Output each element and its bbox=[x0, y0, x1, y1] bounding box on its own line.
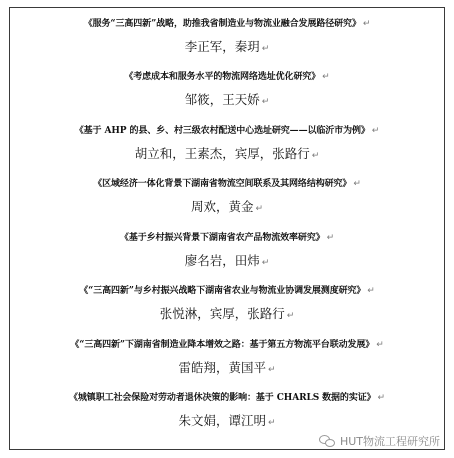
paper-authors: 胡立和，王素杰，宾厚，张路行 ↵ bbox=[134, 146, 320, 161]
paragraph-mark-icon: ↵ bbox=[322, 72, 330, 82]
paper-entry bbox=[10, 390, 444, 429]
paper-entry bbox=[10, 123, 444, 162]
paragraph-mark-icon: ↵ bbox=[326, 233, 335, 243]
paragraph-mark-icon: ↵ bbox=[267, 418, 276, 428]
watermark bbox=[319, 433, 440, 449]
paper-entry bbox=[10, 176, 444, 215]
paper-authors: 周欢，黄金 ↵ bbox=[190, 199, 264, 214]
paragraph-mark-icon: ↵ bbox=[261, 44, 270, 54]
paper-title: 《“三高四新”下湖南省制造业降本增效之路：基于第五方物流平台联动发展》 ↵ bbox=[70, 340, 384, 350]
paper-authors: 张悦淋，宾厚，张路行 ↵ bbox=[159, 306, 295, 321]
paragraph-mark-icon: ↵ bbox=[311, 151, 320, 161]
paper-title: 《考虑成本和服务水平的物流网络选址优化研究》 ↵ bbox=[124, 72, 330, 82]
paper-entry bbox=[10, 283, 444, 322]
paper-title: 《基于乡村振兴背景下湖南省农产品物流效率研究》 ↵ bbox=[119, 233, 335, 243]
paragraph-mark-icon: ↵ bbox=[367, 286, 375, 296]
paragraph-mark-icon: ↵ bbox=[267, 365, 276, 375]
paragraph-mark-icon: ↵ bbox=[261, 97, 270, 107]
paragraph-mark-icon: ↵ bbox=[286, 311, 295, 321]
wechat-icon bbox=[319, 435, 336, 448]
paragraph-mark-icon: ↵ bbox=[255, 204, 264, 214]
paper-title: 《区域经济一体化背景下湖南省物流空间联系及其网络结构研究》 ↵ bbox=[93, 179, 361, 189]
paper-authors: 朱文娟，谭江明 ↵ bbox=[178, 413, 276, 428]
paper-authors: 雷皓翔，黄国平 ↵ bbox=[178, 360, 276, 375]
paper-authors: 邹筱，王天娇 ↵ bbox=[184, 92, 270, 107]
paper-authors: 廖名岩，田炜 ↵ bbox=[184, 253, 270, 268]
paragraph-mark-icon: ↵ bbox=[362, 19, 371, 29]
paper-title: 《服务“三高四新”战略，助推我省制造业与物流业融合发展路径研究》 ↵ bbox=[83, 19, 371, 29]
paragraph-mark-icon: ↵ bbox=[377, 393, 385, 403]
paper-title: 《城镇职工社会保险对劳动者退休决策的影响：基于 CHARLS 数据的实证》 ↵ bbox=[69, 393, 385, 403]
paragraph-mark-icon: ↵ bbox=[371, 126, 380, 136]
paper-title: 《“三高四新”与乡村振兴战略下湖南省农业与物流业协调发展测度研究》 ↵ bbox=[79, 286, 375, 296]
paper-entry bbox=[10, 230, 444, 269]
paragraph-mark-icon: ↵ bbox=[261, 258, 270, 268]
paper-authors: 李正军，秦玥 ↵ bbox=[184, 39, 270, 54]
document-frame bbox=[9, 7, 445, 450]
paper-entry bbox=[10, 69, 444, 108]
paper-entry bbox=[10, 16, 444, 55]
paragraph-mark-icon: ↵ bbox=[376, 340, 384, 350]
watermark-text: HUT物流工程研究所 bbox=[339, 435, 440, 448]
paper-title: 《基于 AHP 的县、乡、村三级农村配送中心选址研究——以临沂市为例》 ↵ bbox=[74, 126, 380, 136]
paragraph-mark-icon: ↵ bbox=[353, 179, 361, 189]
paper-entry bbox=[10, 337, 444, 376]
